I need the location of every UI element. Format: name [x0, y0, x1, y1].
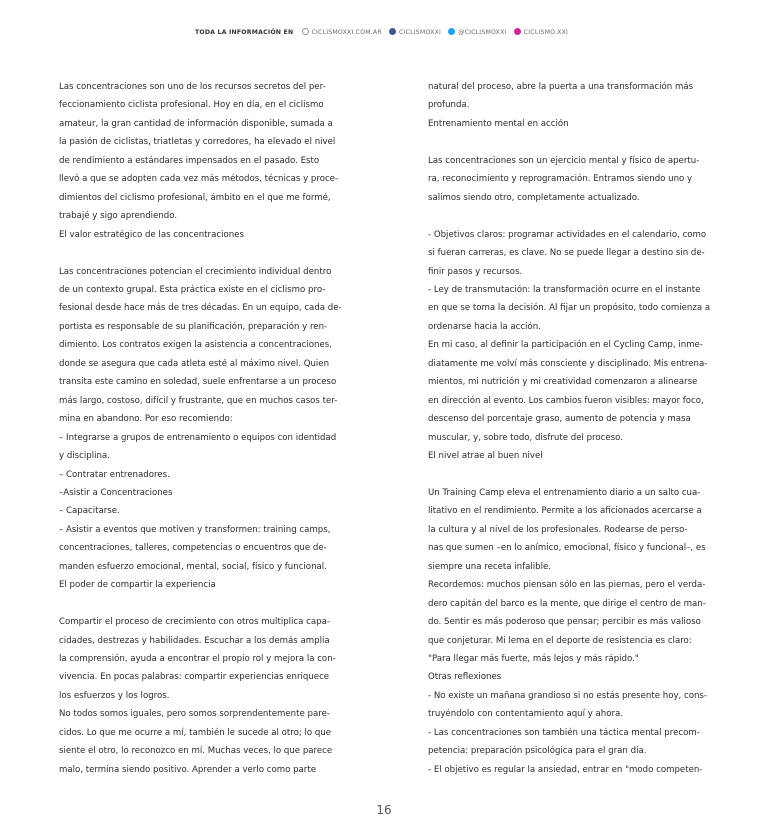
text-line: – Asistir a eventos que motiven y transformen: training camps, — [59, 524, 331, 535]
text-line: siempre una receta infalible. — [428, 561, 552, 572]
text-line: en que se toma la decisión. Al fijar un propósito, todo comienza a — [428, 303, 711, 314]
text-line: Las concentraciones son uno de los recursos secretos del per- — [59, 82, 326, 92]
text-line: amateur, la gran cantidad de información disponible, sumada a — [59, 118, 333, 129]
text-line: siente el otro, lo reconozco en mí. Muchas veces, lo que parece — [59, 746, 333, 757]
text-line: la pasión de ciclistas, triatletas y corredores, ha elevado el nivel — [59, 137, 336, 148]
twitter-handle[interactable]: @CICLISMOXXI — [458, 29, 507, 36]
text-line: mientos, mi nutrición y mi creatividad comenzaron a alinearse — [428, 377, 698, 388]
text-line: salimos siendo otro, completamente actualizado. — [428, 192, 640, 203]
text-line — [59, 595, 334, 613]
left-text-column — [59, 78, 342, 779]
text-line: ordenarse hacia la acción. — [428, 321, 541, 332]
text-line: – Contratar entrenadores. — [59, 469, 170, 480]
instagram-icon — [514, 28, 521, 35]
text-line: Las concentraciones son un ejercicio mental y físico de apertu- — [428, 155, 700, 166]
text-line: de rendimiento a estándares impensados en el pasado. Esto — [59, 155, 320, 166]
text-line: - Las concentraciones son también una táctica mental precom- — [428, 727, 700, 738]
text-line: En mi caso, al definir la participación en el Cycling Camp, inme- — [428, 340, 703, 351]
text-line: No todos somos iguales, pero somos sorprendentemente pare- — [59, 709, 330, 720]
text-line: El nivel atrae al buen nivel — [428, 451, 543, 462]
text-line: muscular, y, sobre todo, disfrute del proceso. — [428, 432, 623, 443]
text-line: la cultura y al nivel de los profesionales. Rodearse de perso- — [428, 524, 688, 535]
text-line: transita este camino en soledad, suele enfrentarse a un proceso — [59, 377, 337, 388]
text-line: "Para llegar más fuerte, más lejos y más rápido." — [428, 654, 639, 664]
text-line: trabajé y sigo aprendiendo. — [59, 211, 178, 222]
text-line: El poder de compartir la experiencia — [59, 580, 216, 591]
text-line: portista es responsable de su planificación, preparación y ren- — [59, 321, 328, 332]
text-line: – Capacitarse. — [59, 506, 120, 517]
text-line: manden esfuerzo emocional, mental, social, físico y funcional. — [59, 561, 327, 572]
text-line: malo, termina siendo positivo. Aprender a verlo como parte — [59, 764, 316, 775]
text-line: profunda. — [428, 100, 470, 111]
facebook-handle[interactable]: CICLISMOXXI — [399, 29, 442, 36]
text-line: - El objetivo es regular la ansiedad, entrar en "modo competen- — [428, 764, 703, 775]
text-line: descenso del porcentaje graso, aumento de potencia y masa — [428, 414, 691, 425]
header-prefix: TODA LA INFORMACIÓN EN — [194, 29, 294, 36]
text-line: dimiento. Los contratos exigen la asistencia a concentraciones, — [59, 340, 332, 351]
text-line: fesional desde hace más de tres décadas. En un equipo, cada de- — [59, 303, 342, 314]
text-line: - Ley de transmutación: la transformación ocurre en el instante — [428, 284, 701, 295]
text-line: diatamente me volví más consciente y disciplinado. Mis entrena- — [428, 358, 708, 369]
text-line: la comprensión, ayuda a encontrar el propio rol y mejora la con- — [59, 654, 336, 665]
page-header — [0, 28, 768, 36]
instagram-handle[interactable]: CICLISMO.XXI — [523, 29, 569, 36]
text-line: donde se asegura que cada atleta esté al máximo nivel. Quien — [59, 358, 330, 369]
text-line: Otras reflexiones — [428, 672, 502, 683]
text-line: ra, reconocimiento y reprogramación. Entramos siendo uno y — [428, 174, 693, 185]
page-number: 16 — [376, 803, 392, 817]
text-line: Entrenamiento mental en acción — [428, 118, 569, 129]
text-line: feccionamiento ciclista profesional. Hoy en día, en el ciclismo — [59, 100, 324, 111]
text-line: - No existe un mañana grandioso si no estás presente hoy, cons- — [428, 690, 708, 701]
text-line: – Integrarse a grupos de entrenamiento o equipos con identidad — [59, 432, 337, 443]
right-text-column — [428, 78, 711, 779]
globe-icon — [302, 28, 309, 35]
text-line: do. Sentir es más poderoso que pensar; percibir es más valioso — [428, 617, 701, 628]
text-line: truyéndolo con contentamiento aquí y ahora. — [428, 709, 624, 720]
text-line: - Objetivos claros: programar actividades en el calendario, como — [428, 229, 707, 240]
text-line: concentraciones, talleres, competencias o encuentros que de- — [59, 543, 327, 554]
twitter-icon — [448, 28, 455, 35]
text-line: dimientos del ciclismo profesional, ámbito en el que me formé, — [59, 192, 331, 203]
facebook-icon — [389, 28, 396, 35]
text-line: cidades, destrezas y habilidades. Escuchar a los demás amplía — [59, 635, 330, 646]
text-line: Las concentraciones potencian el crecimiento individual dentro — [59, 266, 332, 277]
text-line: –Asistir a Concentraciones — [59, 487, 173, 498]
text-line: si fueran carreras, es clave. No se puede llegar a destino sin de- — [428, 248, 705, 259]
text-line: vivencia. En pocas palabras: compartir experiencias enriquece — [59, 672, 330, 683]
text-line: que conjeturar. Mi lema en el deporte de resistencia es claro: — [428, 635, 692, 646]
text-line: petencia: preparación psicológica para el gran día. — [428, 746, 647, 757]
text-line: natural del proceso, abre la puerta a una transformación más — [428, 82, 694, 92]
website-link[interactable]: CICLISMOXXI.COM.AR — [311, 29, 382, 36]
text-line — [428, 207, 703, 225]
text-line: cidos. Lo que me ocurre a mí, también le sucede al otro; lo que — [59, 727, 332, 738]
text-line: dero capitán del barco es la mente, que dirige el centro de man- — [428, 598, 706, 609]
text-line: El valor estratégico de las concentraciones — [59, 229, 244, 240]
text-line — [428, 133, 703, 151]
text-line: en dirección al evento. Los cambios fueron visibles: mayor foco, — [428, 395, 704, 406]
text-line: y disciplina. — [59, 451, 110, 462]
text-line: los esfuerzos y los logros. — [59, 690, 170, 701]
text-line: llevó a que se adopten cada vez más métodos, técnicas y proce- — [59, 174, 339, 185]
text-line: Compartir el proceso de crecimiento con otros multiplica capa- — [59, 617, 330, 628]
text-line: finir pasos y recursos. — [428, 266, 523, 277]
text-line — [428, 465, 703, 483]
text-line: Recordemos: muchos piensan sólo en las piernas, pero el verda- — [428, 580, 706, 591]
text-line: litativo en el rendimiento. Permite a los aficionados acercarse a — [428, 506, 702, 517]
text-line: Un Training Camp eleva el entrenamiento diario a un salto cua- — [428, 487, 701, 498]
text-line: nas que sumen –en lo anímico, emocional, físico y funcional–, es — [428, 543, 706, 554]
text-line: mina en abandono. Por eso recomiendo: — [59, 414, 233, 425]
text-line — [59, 244, 334, 262]
text-line: de un contexto grupal. Esta práctica existe en el ciclismo pro- — [59, 284, 326, 295]
text-line: más largo, costoso, difícil y frustrante, que en muchos casos ter- — [59, 395, 338, 406]
